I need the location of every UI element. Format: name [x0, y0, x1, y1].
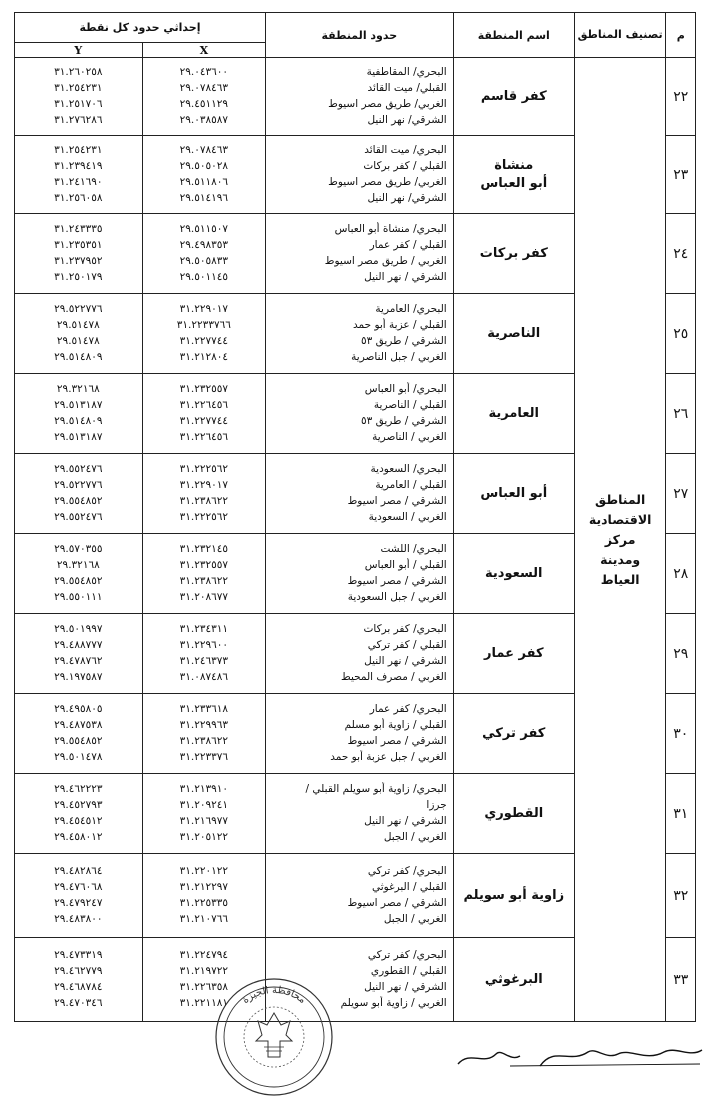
classification-line: الاقتصادية — [588, 511, 652, 527]
y-coordinate: ٢٩.٥٢٢٧٧٦ — [54, 303, 103, 316]
zone-name: القطوري — [484, 805, 544, 821]
row-number: ٣٣ — [666, 938, 696, 1022]
x-coordinate: ٢٩.٠٧٨٤٦٣ — [179, 144, 229, 157]
row-number: ٣٠ — [666, 694, 696, 774]
y-coordinate: ٢٩.٣٢١٦٨ — [56, 383, 100, 396]
zone-name: أبو العباس — [480, 485, 548, 501]
zone-bound: الغربي / جبل الناصرية — [351, 350, 447, 363]
x-coordinate: ٣١.٢٣٤٣١١ — [179, 623, 229, 636]
x-coordinates-cell — [142, 534, 265, 614]
y-coordinate: ٢٩.٥١٣١٨٧ — [54, 430, 103, 443]
zone-bound: الشرقي / طريق ٥٣ — [360, 415, 447, 427]
x-coordinate: ٣١.٢٢٧٧٤٤ — [179, 335, 229, 347]
x-coordinate: ٢٩.٥١١٨٠٦ — [179, 176, 229, 188]
svg-text:محافظة الجيزة — [240, 985, 307, 1006]
y-coordinate: ٢٩.٥٥٤٨٥٢ — [54, 495, 103, 507]
zone-bound: الشرقي/ نهر النيل — [367, 113, 447, 126]
zone-bound: البحري/ ميت القائد — [364, 144, 447, 157]
y-coordinate: ٢٩.٤٧٦٠٦٨ — [54, 881, 103, 894]
row-number: ٢٧ — [666, 454, 696, 534]
y-coordinates-cell — [15, 534, 143, 614]
handwritten-signature — [450, 1044, 706, 1068]
x-coordinate: ٣١.٢٠٨٦٧٧ — [179, 590, 229, 603]
x-coordinate: ٢٩.٥١١٥٠٧ — [179, 223, 229, 236]
y-coordinates-cell — [15, 214, 143, 294]
zone-name-cell — [453, 854, 574, 938]
x-coordinates-cell — [142, 58, 265, 136]
x-coordinates-cell — [142, 454, 265, 534]
zone-bound: البحري/ اللشت — [380, 543, 447, 556]
x-coordinate: ٣١.٢٢٤٧٩٤ — [179, 949, 229, 962]
y-coordinates-cell — [15, 374, 143, 454]
y-coordinate: ٢٩.٤٥٤٥١٢ — [54, 815, 103, 827]
x-coordinate: ٣١.٢٢٩٠١٧ — [179, 479, 229, 492]
zone-name: العامرية — [488, 405, 539, 421]
y-coordinate: ٢٩.٥١٤٧٨ — [56, 319, 100, 332]
row-number: ٢٥ — [666, 294, 696, 374]
x-coordinate: ٣١.٢٢٦٤٥٦ — [179, 430, 229, 443]
x-coordinates-cell — [142, 214, 265, 294]
x-coordinate: ٣١.٢٢٦٤٥٦ — [179, 399, 229, 412]
y-coordinates-cell — [15, 294, 143, 374]
zone-name: البرغوثي — [484, 971, 543, 987]
x-coordinate: ٣١.٢٣٣٦١٨ — [179, 703, 229, 716]
x-coordinate: ٣١.٢٣٢٥٥٧ — [179, 383, 229, 396]
zone-bound: البحري/ أبو العباس — [364, 383, 447, 396]
zone-bound: الغربي/ طريق مصر اسيوط — [328, 176, 447, 188]
zone-name-cell — [453, 534, 574, 614]
zone-bounds-cell — [266, 214, 454, 294]
x-coordinate: ٣١.٢٢٦٣٥٨ — [179, 981, 229, 993]
y-coordinate: ٢٩.٤٦٢٧٧٩ — [54, 965, 103, 978]
y-coordinate: ٢٩.٤٦٢٢٢٣ — [54, 783, 103, 796]
zone-bound: القبلي/ ميت القائد — [367, 82, 447, 95]
y-coordinate: ٢٩.٥٥٢٤٧٦ — [54, 510, 103, 523]
classification-cell — [574, 58, 666, 1022]
row-number: ٢٣ — [666, 136, 696, 214]
zone-bound: البحري/ زاوية أبو سويلم القبلي / — [305, 783, 447, 796]
zone-bounds-cell — [266, 58, 454, 136]
y-coordinate: ٢٩.٥٥٤٨٥٢ — [54, 735, 103, 747]
zone-bound: القبلي / كفر عمار — [369, 239, 447, 252]
zone-name-cell — [453, 454, 574, 534]
row-number: ٣١ — [666, 774, 696, 854]
zone-name-cell — [453, 614, 574, 694]
x-coordinate: ٣١.٢٢١١٨١ — [179, 996, 229, 1009]
zone-name-cell — [453, 58, 574, 136]
zone-bound: الغربي / الناصرية — [372, 430, 447, 443]
y-coordinate: ٢٩.٥١٤٨٠٩ — [54, 350, 103, 363]
zone-bound: القبلي / القطوري — [370, 965, 447, 978]
x-coordinate: ٣١.٢٣٨٦٢٢ — [179, 495, 229, 507]
zone-bound: البحري/ العامرية — [375, 303, 447, 316]
x-coordinate: ٣١.٢٠٩٢٤١ — [179, 799, 229, 812]
x-coordinate: ٣١.٠٨٧٤٨٦ — [179, 670, 229, 683]
zone-bound: الشرقي / مصر اسيوط — [347, 495, 447, 507]
x-coordinate: ٣١.٢٤٦٣٧٣ — [179, 655, 229, 667]
y-coordinate: ٣١.٢٥٤٢٣١ — [54, 144, 103, 157]
zone-bound: الغربي / مصرف المحيط — [340, 670, 447, 683]
y-coordinate: ٣١.٢٥١٧٠٦ — [54, 98, 103, 110]
zone-bound: القبلي / الناصرية — [373, 399, 447, 412]
zone-bound: الغربي / جبل السعودية — [347, 590, 447, 603]
y-coordinates-cell — [15, 58, 143, 136]
zone-name-header: اسم المنطقة — [453, 13, 574, 58]
x-coordinate: ٣١.٢١٣٩١٠ — [179, 783, 229, 796]
x-coordinate: ٣١.٢٢٢٥٦٢ — [179, 510, 229, 523]
zone-bound: الشرقي / مصر اسيوط — [347, 897, 447, 909]
zone-bound: الشرقي / طريق ٥٣ — [360, 335, 447, 347]
y-coordinate: ٢٩.٤٨٣٨٠٠ — [54, 912, 103, 925]
x-coordinates-cell — [142, 614, 265, 694]
y-coordinate: ٢٩.٤٧٩٢٤٧ — [54, 897, 103, 909]
zone-name-cell — [453, 374, 574, 454]
x-coordinates-cell — [142, 854, 265, 938]
zone-bounds-cell — [266, 374, 454, 454]
x-coordinate: ٣١.٢٢٩٠١٧ — [179, 303, 229, 316]
y-coordinate: ٢٩.٤٥٨٠١٢ — [54, 830, 103, 843]
zone-bound: البحري/ كفر بركات — [363, 623, 447, 636]
zone-name: كفر بركات — [479, 245, 548, 261]
x-coordinate: ٢٩.٠٧٨٤٦٣ — [179, 82, 229, 95]
y-coordinate: ٢٩.٥٥٤٨٥٢ — [54, 575, 103, 587]
x-coordinate: ٣١.٢٢٣٣٧٦٦ — [176, 319, 231, 332]
y-coordinate: ٣١.٢٥٦٠٥٨ — [54, 191, 103, 204]
x-coordinates-cell — [142, 694, 265, 774]
y-coordinate: ٢٩.٤٩٥٨٠٥ — [54, 703, 103, 716]
y-coordinate: ٢٩.٥٥٢٤٧٦ — [54, 463, 103, 476]
y-coordinate: ٣١.٢٥٠١٧٩ — [54, 270, 103, 283]
x-coordinate: ٢٩.٥٠٥٨٣٣ — [179, 255, 229, 267]
y-coordinates-cell — [15, 694, 143, 774]
x-coordinate: ٣١.٢٢٢٥٦٢ — [179, 463, 229, 476]
x-coordinate: ٣١.٢٢٠١٢٢ — [179, 865, 229, 878]
x-coordinate: ٣١.٢١٠٧٦٦ — [179, 912, 229, 925]
zone-name: كفر عمار — [484, 645, 544, 661]
zone-row — [15, 58, 696, 136]
zone-name: السعودية — [485, 565, 543, 581]
row-number: ٢٦ — [666, 374, 696, 454]
y-coordinate: ٣١.٢٦٠٢٥٨ — [54, 66, 103, 79]
zone-bound: الغربي / زاوية أبو سويلم — [340, 996, 447, 1009]
classification-line: مركز — [604, 531, 636, 547]
zone-bound: الشرقي / مصر اسيوط — [347, 575, 447, 587]
zone-bound: الشرقي / نهر النيل — [364, 655, 447, 667]
y-coordinates-cell — [15, 454, 143, 534]
x-coordinates-cell — [142, 136, 265, 214]
y-coordinate: ٢٩.٥١٣١٨٧ — [54, 399, 103, 412]
x-coordinates-cell — [142, 294, 265, 374]
x-coordinate: ٣١.٢٣٨٦٢٢ — [179, 575, 229, 587]
zone-bound: البحري/ كفر عمار — [369, 703, 447, 716]
zone-bounds-cell — [266, 534, 454, 614]
classification-line: العياط — [600, 571, 640, 587]
x-coordinate: ٢٩.٤٩٨٣٥٣ — [179, 239, 229, 252]
x-coordinate: ٣١.٢١٢٨٠٤ — [179, 350, 229, 363]
y-coordinate: ٢٩.٤٦٨٧٨٤ — [54, 981, 103, 993]
zone-bound: الشرقي / مصر اسيوط — [347, 735, 447, 747]
y-coordinate: ٣١.٢٣٧٩٥٢ — [54, 255, 103, 267]
zone-name-cell — [453, 694, 574, 774]
x-coordinates-cell — [142, 374, 265, 454]
zone-bound: الشرقي/ نهر النيل — [367, 191, 447, 204]
y-coordinates-cell — [15, 774, 143, 854]
classification-header: تصنيف المناطق — [574, 13, 666, 58]
y-coordinate: ٢٩.٥٠١٤٧٨ — [54, 750, 103, 763]
zones-table-body — [15, 58, 696, 1022]
y-coordinate: ٢٩.٤٥٢٧٩٣ — [54, 799, 103, 812]
row-number: ٢٩ — [666, 614, 696, 694]
zone-bound: الشرقي / نهر النيل — [364, 981, 447, 993]
x-coordinate: ٣١.٢٢٧٧٤٤ — [179, 415, 229, 427]
zone-bound: القبلي / كفر بركات — [363, 160, 447, 173]
zone-bound: الشرقي / نهر النيل — [364, 815, 447, 827]
zone-bounds-cell — [266, 614, 454, 694]
zone-name: كفر قاسم — [480, 88, 547, 104]
zone-bounds-cell — [266, 774, 454, 854]
zone-bound: البحري/ منشاة أبو العباس — [334, 223, 447, 236]
classification-line: ومدينة — [600, 551, 641, 567]
zone-name: أبو العباس — [480, 175, 548, 191]
zone-bounds-cell — [266, 294, 454, 374]
zone-bound: البحري/ كفر تركي — [367, 949, 447, 962]
zone-bound: الغربي / جبل عزبة أبو حمد — [330, 750, 447, 763]
y-coordinate: ٢٩.٤٧٠٣٤٦ — [54, 996, 103, 1009]
seal-text: محافظة الجيزة — [240, 984, 308, 1006]
zone-bound: القبلي / العامرية — [375, 479, 447, 492]
x-coordinate: ٣١.٢٢٥٣٣٥ — [179, 897, 229, 909]
zone-bound: القبلي / زاوية أبو مسلم — [344, 719, 447, 732]
x-header: X — [142, 43, 265, 58]
zone-name: زاوية أبو سويلم — [463, 887, 565, 903]
x-coordinate: ٣١.٢٢٣٣٧٦ — [179, 750, 229, 763]
classification-line: المناطق — [595, 491, 646, 507]
zone-bound: القبلي / كفر تركي — [367, 639, 447, 652]
coords-group-header: إحداثي حدود كل نقطة — [15, 13, 266, 43]
zone-bound: الغربي / السعودية — [368, 510, 447, 523]
y-header: Y — [15, 43, 143, 58]
zone-bound: القبلي / عزبة أبو حمد — [353, 319, 447, 332]
y-coordinate: ٢٩.١٩٧٥٨٧ — [54, 670, 103, 683]
zone-name-cell — [453, 938, 574, 1022]
zone-name: منشاة — [494, 157, 534, 173]
y-coordinate: ٢٩.٥٥٠١١١ — [54, 590, 103, 603]
zone-bound: الغربي / طريق مصر اسيوط — [324, 255, 447, 267]
zone-bound: الغربي / الجبل — [383, 912, 447, 925]
y-coordinate: ٣١.٢٥٤٢٣١ — [54, 82, 103, 95]
zone-bounds-cell — [266, 136, 454, 214]
zone-name: الناصرية — [487, 325, 541, 341]
y-coordinates-cell — [15, 938, 143, 1022]
zone-name-cell — [453, 136, 574, 214]
x-coordinate: ٢٩.٥١٤١٩٦ — [179, 191, 229, 204]
zone-bound: الغربي/ طريق مصر اسيوط — [328, 98, 447, 110]
zone-bound: الشرقي / نهر النيل — [364, 270, 447, 283]
y-coordinate: ٢٩.٣٢١٦٨ — [56, 559, 100, 572]
zone-bound: البحري/ المقاطفية — [366, 66, 447, 79]
y-coordinates-cell — [15, 854, 143, 938]
y-coordinate: ٣١.٢٤٣٣٣٥ — [54, 223, 103, 236]
governorate-seal — [212, 975, 336, 1099]
zone-name-cell — [453, 214, 574, 294]
zone-name-cell — [453, 774, 574, 854]
y-coordinate: ٢٩.٤٨٧٥٣٨ — [54, 719, 103, 732]
x-coordinate: ٣١.٢٣٨٦٢٢ — [179, 735, 229, 747]
zone-bound: القبلي / البرغوثي — [371, 881, 447, 894]
bounds-header: حدود المنطقة — [266, 13, 454, 58]
zone-bound: الغربي / الجبل — [383, 830, 447, 843]
y-coordinate: ٢٩.٥١٤٨٠٩ — [54, 415, 103, 427]
x-coordinate: ٣١.٢٢٩٩٦٣ — [179, 719, 229, 732]
row-number: ٢٢ — [666, 58, 696, 136]
row-number: ٢٨ — [666, 534, 696, 614]
y-coordinate: ٢٩.٤٨٢٨٦٤ — [54, 865, 103, 878]
x-coordinate: ٣١.٢٣٢٥٥٧ — [179, 559, 229, 572]
x-coordinate: ٣١.٢١٦٩٧٧ — [179, 815, 229, 827]
zone-bound: البحري/ السعودية — [370, 463, 447, 476]
zone-bounds-cell — [266, 454, 454, 534]
x-coordinates-cell — [142, 774, 265, 854]
number-header: م — [666, 13, 696, 58]
x-coordinate: ٢٩.٥٠١١٤٥ — [179, 270, 229, 283]
zone-bounds-cell — [266, 694, 454, 774]
y-coordinate: ٣١.٢٧٦٢٨٦ — [54, 113, 103, 126]
y-coordinate: ٣١.٢٣٥٣٥١ — [54, 239, 103, 252]
zone-name-cell — [453, 294, 574, 374]
row-number: ٣٢ — [666, 854, 696, 938]
x-coordinate: ٢٩.٠٣٨٥٨٧ — [179, 113, 229, 126]
x-coordinate: ٣١.٢٠٥١٢٢ — [179, 830, 229, 843]
zone-name: كفر تركي — [482, 725, 546, 741]
x-coordinate: ٣١.٢١٩٧٢٢ — [179, 965, 229, 978]
zone-bound: البحري/ كفر تركي — [367, 865, 447, 878]
row-number: ٢٤ — [666, 214, 696, 294]
zone-bounds-cell — [266, 854, 454, 938]
y-coordinates-cell — [15, 614, 143, 694]
x-coordinate: ٣١.٢٣٢١٤٥ — [179, 543, 229, 556]
y-coordinate: ٢٩.٤٨٨٧٧٧ — [54, 639, 103, 652]
y-coordinates-cell — [15, 136, 143, 214]
zone-bound: القبلي / أبو العباس — [364, 559, 447, 572]
y-coordinate: ٢٩.٥٢٢٧٧٦ — [54, 479, 103, 492]
y-coordinate: ٣١.٢٤١٦٩٠ — [54, 176, 103, 188]
x-coordinate: ٣١.٢١٢٢٩٧ — [179, 881, 229, 894]
y-coordinate: ٣١.٢٣٩٤١٩ — [54, 160, 103, 173]
zone-bound: جرزا — [426, 799, 447, 812]
x-coordinate: ٢٩.٠٤٣٦٠٠ — [179, 66, 229, 79]
y-coordinate: ٢٩.٥٠١٩٩٧ — [54, 623, 103, 636]
y-coordinate: ٢٩.٤٧٣٣١٩ — [54, 949, 103, 962]
x-coordinate: ٣١.٢٢٩٦٠٠ — [179, 639, 229, 652]
y-coordinate: ٢٩.٥١٤٧٨ — [56, 335, 100, 347]
x-coordinate: ٢٩.٤٥١١٢٩ — [179, 98, 229, 110]
y-coordinate: ٢٩.٥٧٠٣٥٥ — [54, 543, 103, 556]
x-coordinate: ٢٩.٥٠٥٠٢٨ — [179, 160, 229, 173]
y-coordinate: ٢٩.٤٧٨٧٦٢ — [54, 655, 103, 667]
zones-table — [14, 12, 696, 1022]
